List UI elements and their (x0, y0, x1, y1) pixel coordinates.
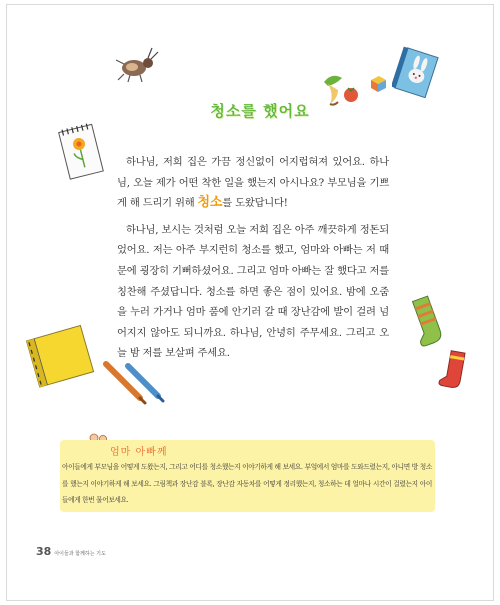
toy-block-icon (368, 74, 388, 94)
socks-icon (412, 290, 482, 400)
flower-notebook-icon (54, 120, 106, 184)
page-title: 청소를 했어요 (210, 102, 310, 120)
beetle-icon (112, 44, 160, 84)
yellow-book-icon (20, 320, 102, 392)
story-text (117, 152, 389, 364)
book-title: 아이들과 함께하는 기도 (54, 551, 106, 557)
paragraph-2: 하나님, 보시는 것처럼 오늘 저희 집은 아주 깨끗하게 정돈되었어요. 저는 아주 부지런히 청소를 했고, 엄마와 아빠는 저 때문에 굉장히 기뻐하셨어요. 그리고 엄마 아빠는 잘 했다고 저를 칭찬해 주셨답니다. 청소를 하면 좋은 점이 있어요. 밤에 오줌을 누러 가거나 엄마 품에 안기러 갈 때 장난감에 발이 걸려 넘어지지 않아도 되니까요. 하나님, 안녕히 주무세요. 그리고 오늘 밤 저를 보살펴 주세요. (117, 223, 389, 360)
paragraph-1 (117, 152, 389, 214)
paragraph-1-end: 를 도왔답니다! (222, 197, 288, 210)
crayons-icon (100, 360, 170, 406)
highlight-word: 청소 (197, 195, 223, 211)
rabbit-book-icon (392, 46, 442, 102)
page-footer (36, 540, 106, 559)
parent-note-title: 엄마 아빠께 (110, 447, 168, 458)
page-number: 38 (36, 545, 52, 558)
paragraph-1-start: 하나님, 저희 집은 가끔 정신없이 어지럽혀져 있어요. 하나님, 오늘 제가 어떤 착한 일을 했는지 아시나요? 부모님을 기쁘게 해 드리기 위해 (117, 156, 389, 210)
parent-note-text: 아이들에게 부모님을 어떻게 도왔는지, 그리고 어디를 청소했는지 이야기하게 해 보세요. 부엌에서 엄마를 도와드렸는지, 아니면 방 청소를 했는지 이야기하게 해 보세요. 그림책과 장난감 블록, 장난감 자동차를 어떻게 정리했는지, 청소하는 데 얼마나 시간이 걸렸는지 아이들에게 한번 물어보세요. (62, 463, 432, 505)
apple-core-icon (318, 68, 362, 108)
